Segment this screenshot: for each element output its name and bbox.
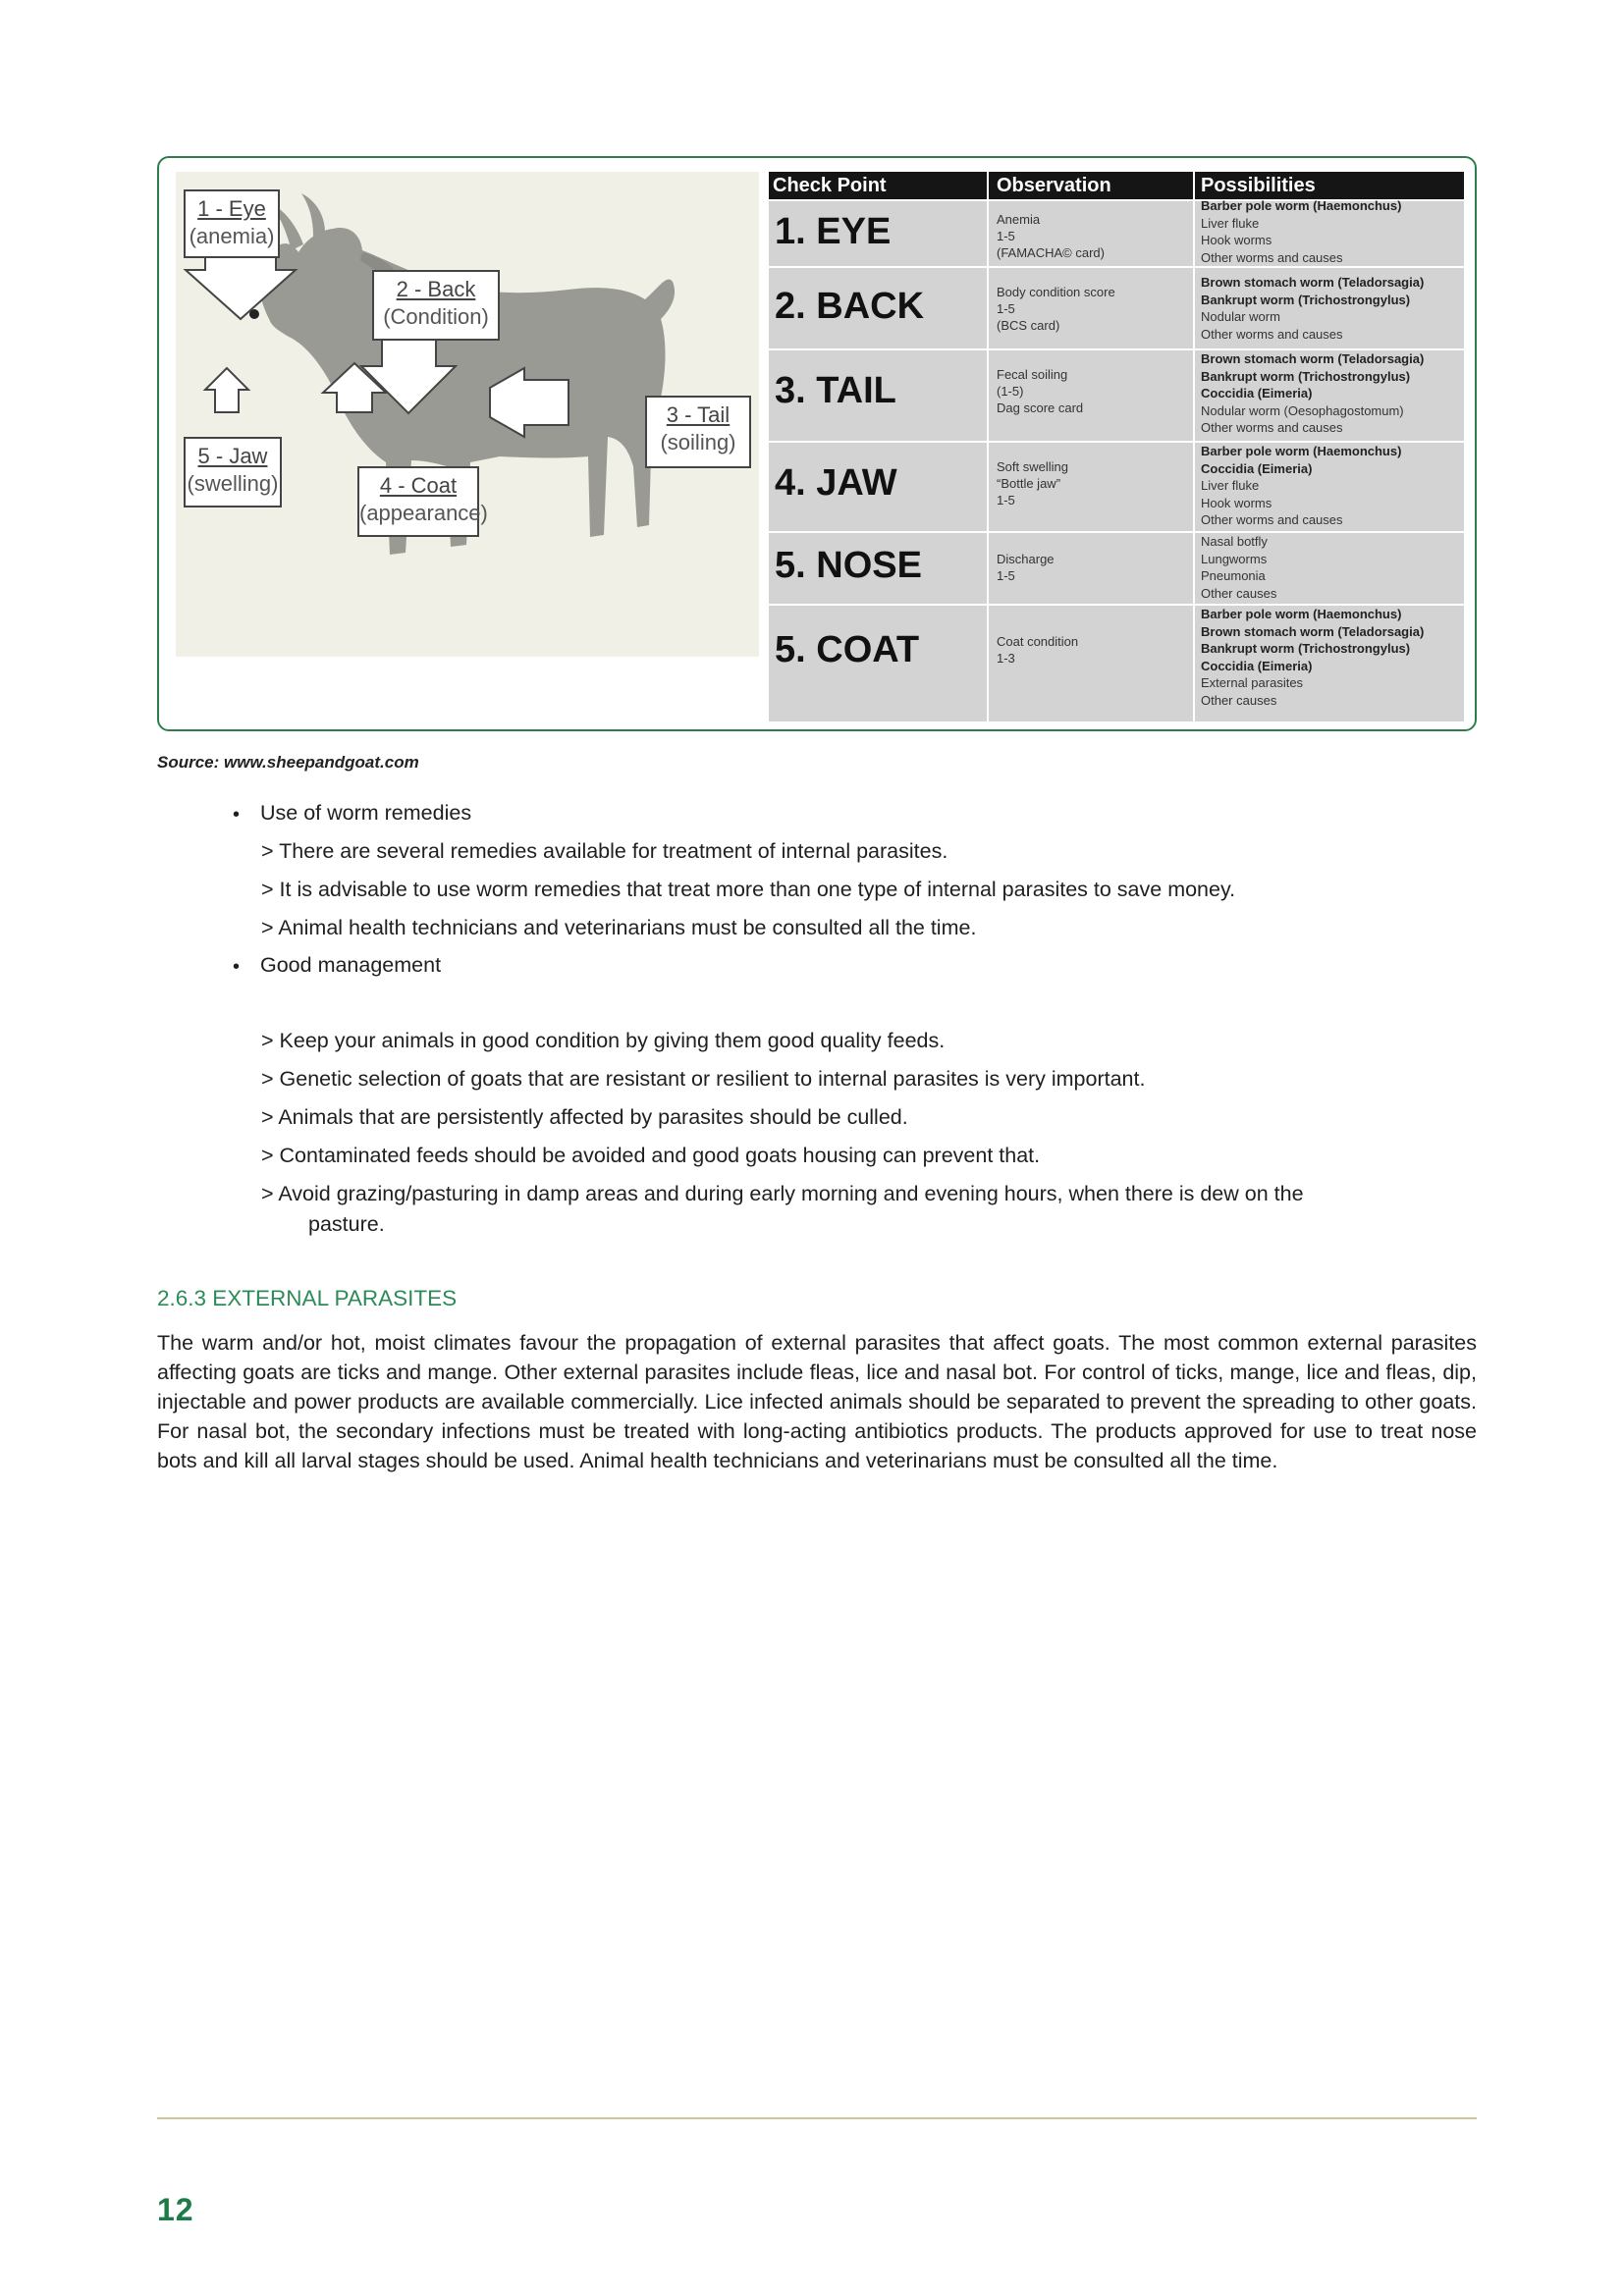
possibility-line: Brown stomach worm (Teladorsagia) [1201, 623, 1425, 639]
possibility-line: Coccidia (Eimeria) [1201, 460, 1313, 476]
observation-cell [997, 366, 1083, 416]
callout-back-sub: (Condition) [383, 304, 489, 329]
callout-jaw-sub: (swelling) [187, 471, 279, 496]
sub-item: > It is advisable to use worm remedies that treat more than one type of internal parasites to save money. [261, 878, 1236, 901]
possibilities-cell [1201, 606, 1424, 709]
possibility-line: Nodular worm (Oesophagostomum) [1201, 402, 1404, 418]
sub-item: > Animal health technicians and veterinarians must be consulted all the time. [261, 916, 977, 939]
observation-cell [997, 284, 1115, 334]
callout-coat-sub: (appearance) [359, 501, 488, 525]
checkpoint-label: 5. NOSE [775, 545, 922, 586]
callout-tail-sub: (soiling) [660, 430, 736, 454]
observation-line: Dag score card [997, 400, 1084, 415]
observation-line: “Bottle jaw” [997, 476, 1061, 491]
possibility-line: Other causes [1201, 585, 1277, 601]
checkpoint-label: 5. COAT [775, 629, 920, 670]
callout-eye [184, 189, 280, 258]
observation-line: (BCS card) [997, 318, 1060, 333]
sub-item: > Keep your animals in good condition by giving them good quality feeds. [261, 1029, 946, 1052]
possibility-line: Pneumonia [1201, 568, 1266, 583]
possibility-line: Liver fluke [1201, 478, 1260, 493]
observation-line: 1-3 [997, 651, 1015, 666]
possibility-line: Other causes [1201, 692, 1277, 708]
observation-cell [997, 551, 1055, 584]
section-heading: 2.6.3 EXTERNAL PARASITES [157, 1286, 458, 1310]
possibility-line: Liver fluke [1201, 215, 1260, 231]
table-row [769, 348, 1464, 441]
header-observation: Observation [997, 175, 1111, 196]
callout-eye-title: 1 - Eye [197, 196, 266, 221]
bullet-dot: • [233, 956, 241, 978]
table-row [769, 604, 1464, 721]
observation-line: Discharge [997, 552, 1055, 566]
possibility-line: External parasites [1201, 675, 1304, 690]
goat-illustration [176, 172, 759, 657]
possibility-line: Brown stomach worm (Teladorsagia) [1201, 275, 1425, 290]
possibility-line: Other worms and causes [1201, 326, 1343, 342]
observation-line: Soft swelling [997, 459, 1068, 474]
sub-item: > Avoid grazing/pasturing in damp areas and during early morning and evening hours, when there is dew on the [261, 1182, 1304, 1205]
table-row [769, 266, 1464, 348]
checkpoint-label: 4. JAW [775, 462, 897, 504]
sub-item: > Animals that are persistently affected by parasites should be culled. [261, 1105, 908, 1129]
possibilities-cell [1201, 350, 1424, 437]
callout-back [372, 270, 500, 341]
possibility-line: Other worms and causes [1201, 512, 1343, 527]
possibility-line: Brown stomach worm (Teladorsagia) [1201, 351, 1425, 366]
possibility-line: Barber pole worm (Haemonchus) [1201, 198, 1402, 213]
possibility-line: Coccidia (Eimeria) [1201, 386, 1313, 400]
callout-coat-title: 4 - Coat [379, 473, 458, 498]
sub-item: > Genetic selection of goats that are resistant or resilient to internal parasites is very important. [261, 1067, 1146, 1091]
checkpoint-label: 2. BACK [775, 286, 925, 327]
sub-item: > Contaminated feeds should be avoided and good goats housing can prevent that. [261, 1144, 1041, 1167]
possibilities-cell [1201, 533, 1276, 602]
observation-cell [997, 633, 1078, 667]
observation-line: (1-5) [997, 384, 1024, 399]
callout-coat [357, 466, 488, 537]
checkpoint-label: 3. TAIL [775, 370, 896, 411]
possibility-line: Other worms and causes [1201, 420, 1343, 435]
table-row [769, 531, 1464, 604]
observation-line: 1-5 [997, 493, 1015, 507]
sub-item: > There are several remedies available for treatment of internal parasites. [261, 839, 948, 863]
checkpoint-label: 1. EYE [775, 211, 892, 252]
bullet-good-management: Good management [260, 953, 442, 977]
possibilities-cell [1201, 274, 1424, 343]
bullet-dot: • [233, 804, 241, 826]
figure-source: Source: www.sheepandgoat.com [157, 753, 419, 772]
observation-line: Coat condition [997, 634, 1079, 649]
callout-jaw-title: 5 - Jaw [197, 444, 268, 468]
possibility-line: Coccidia (Eimeria) [1201, 658, 1313, 673]
figure-frame [157, 156, 1477, 731]
possibility-line: Other worms and causes [1201, 249, 1343, 265]
possibility-line: Bankrupt worm (Trichostrongylus) [1201, 368, 1411, 384]
table-row [769, 441, 1464, 531]
observation-line: Fecal soiling [997, 367, 1068, 382]
observation-line: Anemia [997, 212, 1041, 227]
table-row [769, 199, 1464, 266]
observation-line: Body condition score [997, 285, 1115, 299]
table-header [769, 172, 1464, 199]
page-number: 12 [157, 2192, 194, 2227]
sub-item-continuation: pasture. [308, 1212, 385, 1236]
section-paragraph: The warm and/or hot, moist climates favour the propagation of external parasites that affect goats. The most common external parasites affecting goats are ticks and mange. Other external parasites include fleas, lice and nasal bot. For control of ticks, mange, lice and fleas, dip, injectable and power products are available commercially. Lice infected animals should be separated to prevent the spreading to other goats. For nasal bot, the secondary infections must be treated with long-acting antibiotics products. The products approved for use to treat nose bots and kill all larval stages should be used. Animal health technicians and veterinarians must be consulted all the time. [157, 1331, 1477, 1472]
possibilities-cell [1201, 197, 1401, 266]
callout-jaw [184, 437, 282, 507]
observation-line: (FAMACHA© card) [997, 245, 1105, 260]
callout-eye-sub: (anemia) [189, 224, 275, 248]
possibility-line: Nasal botfly [1201, 534, 1268, 549]
checkpoint-table [769, 172, 1464, 721]
callout-tail-title: 3 - Tail [666, 402, 731, 427]
observation-cell [997, 458, 1068, 508]
header-possibilities: Possibilities [1201, 175, 1316, 196]
possibility-line: Barber pole worm (Haemonchus) [1201, 444, 1402, 458]
possibility-line: Hook worms [1201, 233, 1272, 247]
possibility-line: Bankrupt worm (Trichostrongylus) [1201, 641, 1411, 656]
bullet-worm-remedies: Use of worm remedies [260, 801, 472, 825]
header-check-point: Check Point [773, 175, 887, 196]
possibility-line: Barber pole worm (Haemonchus) [1201, 607, 1402, 621]
observation-line: 1-5 [997, 568, 1015, 583]
possibility-line: Bankrupt worm (Trichostrongylus) [1201, 292, 1411, 307]
possibility-line: Hook worms [1201, 495, 1272, 510]
observation-line: 1-5 [997, 229, 1015, 243]
callout-tail [645, 396, 751, 468]
observation-cell [997, 211, 1105, 261]
possibility-line: Nodular worm [1201, 309, 1280, 324]
possibility-line: Lungworms [1201, 551, 1268, 566]
callout-back-title: 2 - Back [396, 277, 476, 301]
possibilities-cell [1201, 443, 1401, 529]
observation-line: 1-5 [997, 301, 1015, 316]
footer-divider [157, 2117, 1477, 2119]
